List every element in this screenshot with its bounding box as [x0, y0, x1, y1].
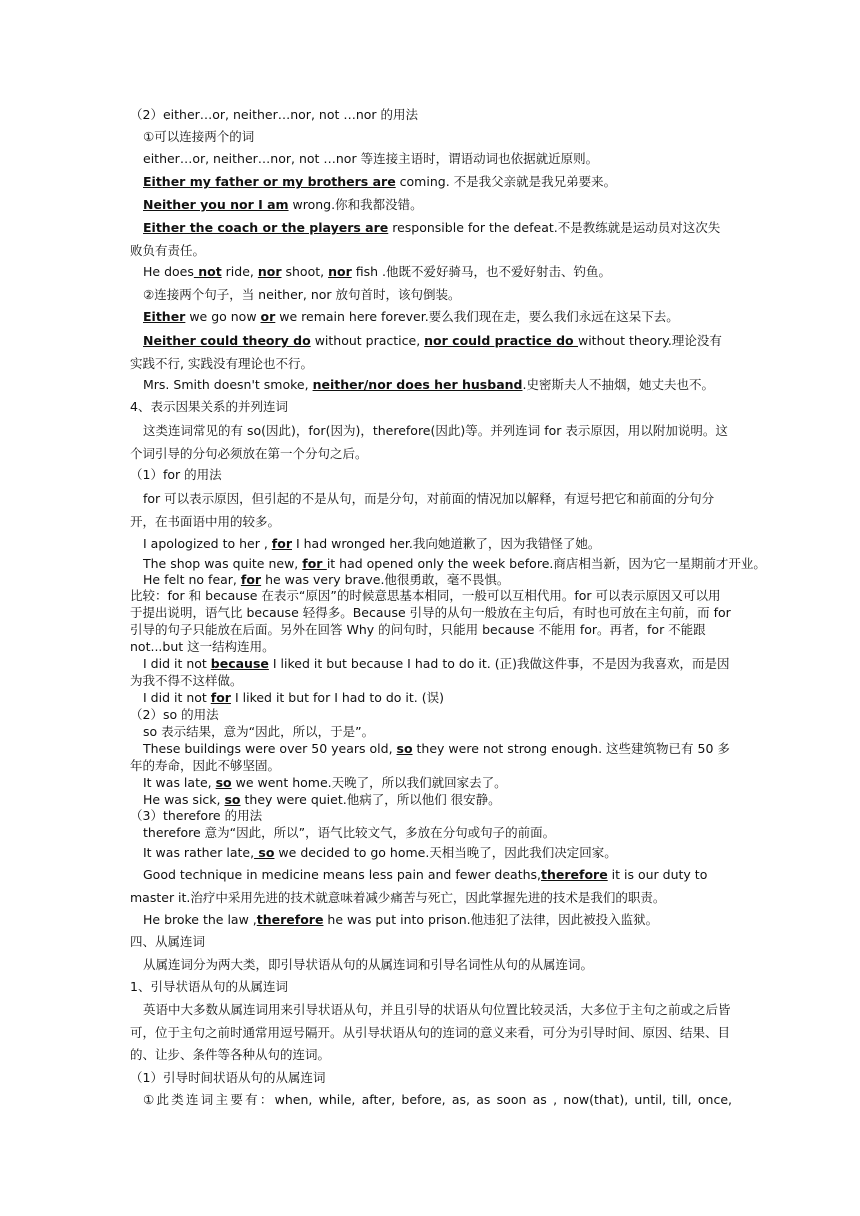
section-heading-either-or: （2）either…or, neither…nor, not …nor 的用法	[130, 107, 419, 122]
example-sentence: He does not ride, nor shoot, nor fish .他既不爱好骑马，也不爱好射击、钓鱼。	[143, 264, 611, 279]
example-sentence: Neither you nor I am wrong.你和我都没错。	[143, 197, 423, 212]
example-sentence: Good technique in medicine means less pain and fewer deaths,therefore it is our duty to master it.治疗中采用先进的技术就意味着减少痛苦与死亡，因此掌握先进的技术是我们的职责。	[130, 867, 708, 905]
paragraph-time-conjunctions: ①此类连词主要有：when, while, after, before, as, as soon as , now(that), until, till, once,	[143, 1092, 732, 1107]
example-sentence: Either my father or my brothers are coming. 不是我父亲就是我兄弟要来。	[143, 174, 617, 189]
example-sentence: I did it not for I liked it but for I had to do it. (误)	[143, 690, 444, 705]
subheading-for: （1）for 的用法	[130, 467, 222, 482]
example-sentence: Neither could theory do without practice, nor could practice do without theory.理论没有实践不行, 实践没有理论也不行。	[130, 333, 722, 371]
example-sentence: Either the coach or the players are responsible for the defeat.不是教练就是运动员对这次失败负有责任。	[130, 220, 721, 258]
subheading-time-clause: （1）引导时间状语从句的从属连词	[130, 1070, 326, 1085]
subheading-so: （2）so 的用法	[130, 707, 219, 722]
subheading-adverbial: 1、引导状语从句的从属连词	[130, 979, 288, 994]
example-sentence: He felt no fear, for he was very brave.他很勇敢，毫不畏惧。	[143, 572, 510, 587]
subheading-therefore: （3）therefore 的用法	[130, 808, 263, 823]
paragraph-comparison: 比较：for 和 because 在表示“原因”的时候意思基本相同，一般可以互相代用。for 可以表示原因又可以用于提出说明，语气比 because 轻得多。Because 引导的从句一般放在主句后，有时也可放在主句前，而 for 引导的句子只能放在后面。另外在回答 Why 的问句时，只能用 because 不能用 for。再者，for 不能跟 not...but 这一结构连用。	[130, 588, 731, 654]
subheading-connect-sentences: ②连接两个句子，当 neither, nor 放句首时，该句倒装。	[143, 287, 461, 302]
example-sentence: He broke the law ,therefore he was put into prison.他违犯了法律，因此被投入监狱。	[143, 912, 659, 927]
paragraph-subordinating-intro: 从属连词分为两大类，即引导状语从句的从属连词和引导名词性从句的从属连词。	[143, 957, 594, 972]
example-sentence: It was rather late, so we decided to go home.天相当晚了，因此我们决定回家。	[143, 845, 617, 860]
example-sentence: I did it not because I liked it but because I had to do it. (正)我做这件事，不是因为我喜欢，而是因为我不得不这样做。	[130, 656, 730, 688]
paragraph-rule: either…or, neither…nor, not …nor 等连接主语时，谓语动词也依据就近原则。	[143, 151, 599, 166]
example-sentence: It was late, so we went home.天晚了，所以我们就回家去了。	[143, 775, 507, 790]
example-sentence: He was sick, so they were quiet.他病了，所以他们 很安静。	[143, 792, 501, 807]
section-heading-subordinating: 四、从属连词	[130, 934, 206, 949]
paragraph-therefore-usage: therefore 意为“因此，所以”，语气比较文气，多放在分句或句子的前面。	[143, 825, 556, 840]
example-sentence: The shop was quite new, for it had opened only the week before.商店相当新，因为它一星期前才开业。	[143, 556, 766, 571]
paragraph-so-usage: so 表示结果，意为“因此，所以，于是”。	[143, 724, 375, 739]
example-sentence: I apologized to her , for I had wronged her.我向她道歉了，因为我错怪了她。	[143, 536, 601, 551]
paragraph-for-usage: for 可以表示原因，但引起的不是从句，而是分句，对前面的情况加以解释，有逗号把它和前面的分句分开，在书面语中用的较多。	[130, 491, 715, 529]
example-sentence: Either we go now or we remain here forever.要么我们现在走，要么我们永远在这呆下去。	[143, 309, 679, 324]
example-sentence: Mrs. Smith doesn't smoke, neither/nor does her husband.史密斯夫人不抽烟，她丈夫也不。	[143, 377, 714, 392]
paragraph-adverbial-intro: 英语中大多数从属连词用来引导状语从句，并且引导的状语从句位置比较灵活，大多位于主句之前或之后皆可，位于主句之前时通常用逗号隔开。从引导状语从句的连词的意义来看，可分为引导时间、原因、结果、目的、让步、条件等各种从句的连词。	[130, 1002, 731, 1062]
example-sentence: These buildings were over 50 years old, so they were not strong enough. 这些建筑物已有 50 多年的寿命，因此不够坚固。	[130, 741, 730, 773]
subheading-connect-words: ①可以连接两个的词	[143, 129, 255, 144]
paragraph-causal-intro: 这类连词常见的有 so(因此)，for(因为)，therefore(因此)等。并列连词 for 表示原因，用以附加说明。这个词引导的分句必须放在第一个分句之后。	[130, 423, 728, 461]
section-heading-causal: 4、表示因果关系的并列连词	[130, 399, 288, 414]
